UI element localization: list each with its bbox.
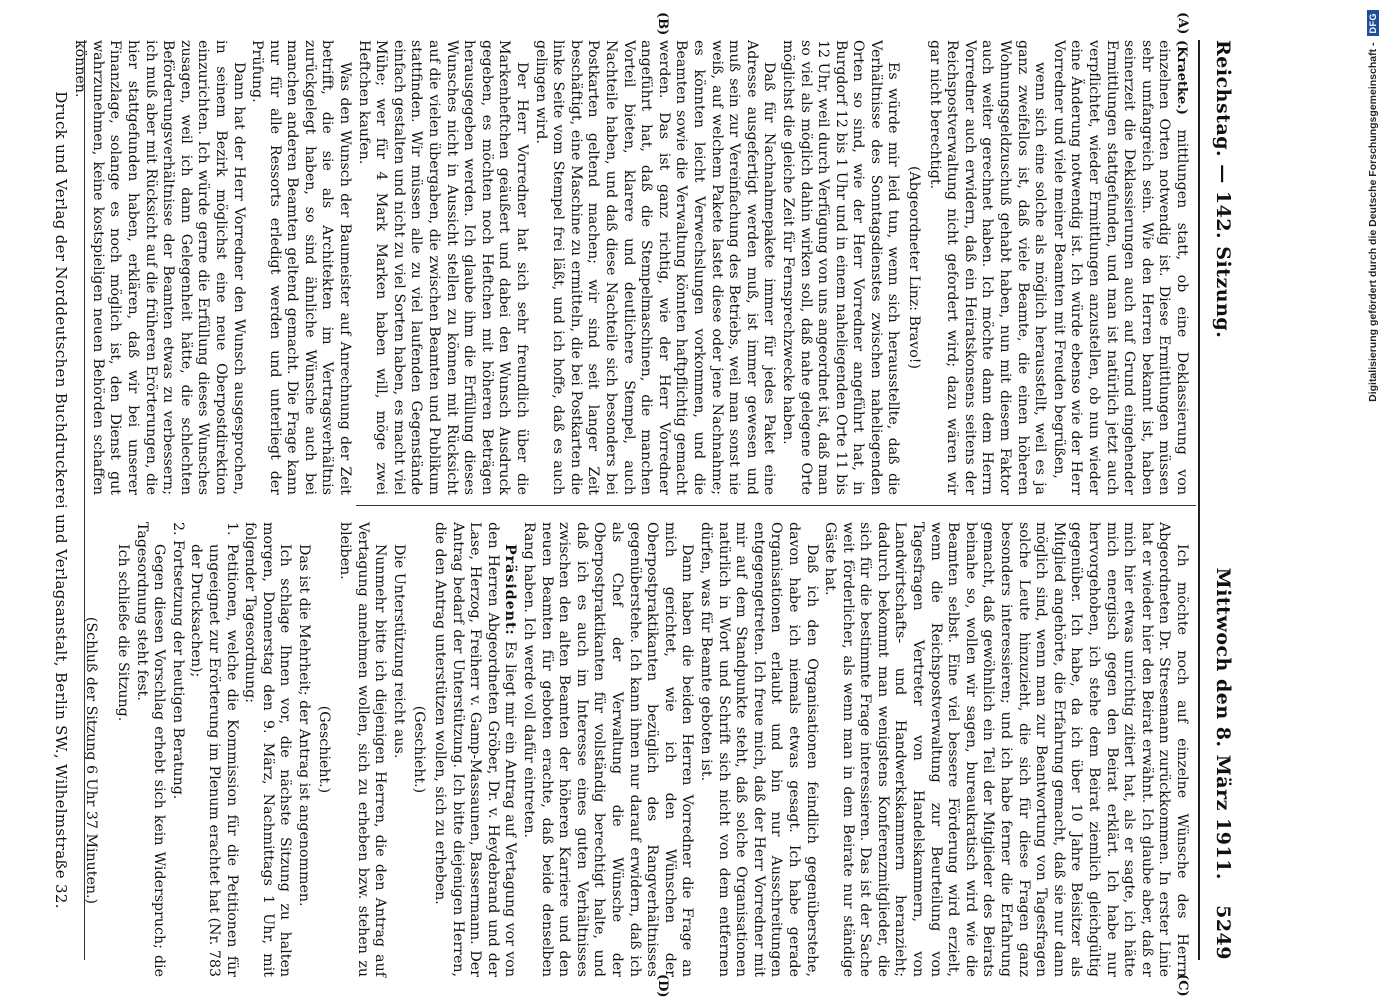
margin-mark-c: (C) (1175, 974, 1190, 997)
digitization-note (1365, 10, 1381, 1000)
paragraph: Nunmehr bitte ich diejenigen Herren, die den Antrag auf Vertagung annehmen wollen, sich zu erheben bzw. stehen zu bleiben. (337, 522, 389, 977)
page-header (1204, 40, 1234, 960)
left-column (70, 40, 1190, 495)
digitization-text: Digitalisierung gefördert durch die Deutsche Forschungsgemeinschaft - (1367, 42, 1379, 402)
president-statement: Es liegt mir ein Antrag auf Vertagung vor von den Herren Abgeordneten Gröber, Dr. v. Heydebrand und der Lase, Herzog, Freiherr v. Gamp-Massaunen, Bassermann. Der Antrag bedarf der Unterstützung. Ich bitte diejenigen Herren, die den Antrag unterstützen wollen, sich zu erheben. (432, 522, 519, 977)
header-left: Reichstag. — 142. Sitzung. (1212, 40, 1234, 339)
dfg-logo-icon: DFG (1367, 10, 1379, 37)
margin-mark-b: (B) (655, 12, 670, 36)
printer-imprint: Druck und Verlag der Norddeutschen Buchdruckerei und Verlagsanstalt, Berlin SW., Wilhelmstraße 32. (52, 91, 70, 909)
agenda-item: 2. Fortsetzung der heutigen Beratung. (169, 522, 186, 800)
paragraph: Das ist die Mehrheit; der Antrag ist angenommen. (295, 544, 312, 907)
speaker-label: Präsident: (502, 544, 519, 636)
paragraph: Der Herr Vorredner hat sich sehr freundlich über die Markenheftchen geäußert und dabei den Wunsch Ausdruck gegeben, es möchten noch Heftchen mit höheren Beträgen herausgegeben werden. Ich glaube ihm die Erfüllung dieses Wunsches nicht in Aussicht stellen zu können mit Rücksicht auf die vielen übergaben, die zwischen Beamten und Publikum stattfinden. Wir müssen alle zu viel laufenden Gegenstände einfach gestalten und nicht zu viel Sorten haben, es macht viel Mühe; wer für 4 Mark Marken haben will, möge zwei Heftchen kaufen. (355, 40, 531, 495)
paragraph: wenn sich eine solche als möglich herausstellt, weil es ja ganz zweifellos ist, daß viele Beamte, die einen höheren Wohnungsgeldzuschuß gehabt haben, nun mit diesem Faktor auch weiter gerechnet haben. Ich möchte dann dem Herrn Vorredner auch erwidern, daß ein Heiratskonsens seitens der Reichspostverwaltung nicht gefordert wird; dazu wären wir gar nicht berechtigt. (926, 40, 1049, 495)
paragraph: Was den Wunsch der Baumeister auf Anrechnung der Zeit betrifft, die sie als Architekten im Vertragsverhältnis zurückgelegt haben, so sind ähnliche Wünsche auch bei manchen anderen Beamten geltend gemacht. Die Frage kann nur für alle Ressorts erledigt werden und unterliegt der Prüfung. (249, 40, 354, 495)
stage-note: (Geschieht.) (316, 705, 333, 794)
column-divider (356, 505, 1196, 506)
session-close: (Schluß der Sitzung 6 Uhr 37 Minuten.) (83, 616, 100, 905)
page-number: 5249 (1212, 905, 1234, 960)
section-tag: (Kraetke.) (1174, 40, 1189, 115)
paragraph: mittlungen statt, ob eine Deklassierung von einzelnen Orten notwendig ist. Diese Ermittlungen müssen sehr umfangreich sein. Wie den Herren bekannt ist, haben seinerzeit die Deklassierungen auch auf Grund eingehender Ermittlungen stattgefunden, und man ist natürlich jetzt auch verpflichtet, wieder Ermittlungen anzustellen, ob nun wieder eine Änderung notwendig ist. Ich würde ebenso wie der Herr Vorredner und viele meiner Beamten mit Freuden begrüßen, (1050, 40, 1190, 495)
paragraph: Die Unterstützung reicht aus. (390, 544, 407, 759)
paragraph: Ich schlage Ihnen vor, die nächste Sitzung zu halten morgen, Donnerstag den 9. März, Nachmittags 1 Uhr, mit folgender Tagesordnung: (242, 522, 294, 977)
paragraph: Ich schließe die Sitzung. (114, 544, 131, 722)
header-rule (1198, 40, 1200, 960)
paragraph: Es würde mir leid tun, wenn sich herausstellte, daß die Verhältnisse des Sonntagsdienstes zwischen naheliegenden Orten so sind, wie der Herr Vorredner angeführt hat, in Burgdorf 12 bis 1 Uhr und in einem naheliegenden Orte 11 bis 12 Uhr, weil durch Verfügung von uns angeordnet ist, daß man so viel als möglich dahin wirken soll, daß nahe gelegene Orte möglichst die gleiche Zeit für Fernsprechzwecke haben. (779, 40, 902, 495)
paragraph: Daß für Nachnahmepakete immer für jedes Paket eine Adresse ausgefertigt werden muß, ist immer gewesen und muß sein zur Vereinfachung des Betriebs, weil man sonst nie weiß, auf welchem Pakete lastet diese oder jene Nachnahme; es könnten leicht Verwechslungen vorkommen, und die Beamten sowie die Verwaltung könnten haftpflichtig gemacht werden. Das ist ganz richtig, wie der Herr Vorredner angeführt hat, daß die Stempelmaschinen, die manchen Vorteil bieten, klarere und deutlichere Stempel, auch Nachteile haben, und daß diese Nachteile sich besonders bei Postkarten geltend machen; wir sind seit langer Zeit beschäftigt, eine Maschine zu ermitteln, die bei Postkarten die linke Seite vom Stempel frei läßt, und ich hoffe, daß es auch gelingen wird. (532, 40, 778, 495)
paragraph: Dann hat der Herr Vorredner den Wunsch ausgesprochen, in seinem Bezirk möglichst eine neue Oberpostdirektion einzurichten. Ich würde gerne die Erfüllung dieses Wunsches zusagen, weil ich dann Gelegenheit hätte, die schlechten Beförderungsverhältnisse der Beamten etwas zu verbessern; ich muß aber mit Rücksicht auf die früheren Erörterungen, die hier stattgefunden haben, erklären, daß wir bei unserer Finanzlage, solange es noch möglich ist, den Dienst gut wahrzunehmen, keine kostspieligen neuen Behörden schaffen können. (72, 40, 247, 495)
margin-mark-d: (D) (655, 974, 670, 998)
header-date: Mittwoch den 8. März 1911. (1212, 567, 1234, 880)
stage-note: (Geschieht.) (411, 705, 428, 794)
paragraph: Ich möchte noch auf einzelne Wünsche des Herrn Abgeordneten Dr. Stresemann zurückkommen. In erster Linie hat er wieder hier den Beirat erwähnt. Ich glaube aber, daß er mich hier etwas unrichtig zitiert hat, als er sagte, ich hätte mich energisch gegen den Beirat erklärt. Ich habe nur hervorgehoben, ich stehe dem Beirat ziemlich gleichgültig gegenüber. Ich habe, da ich über 10 Jahre Beisitzer als Mitglied angehörte, die Erfahrung gemacht, daß sie nur dann möglich sind, wenn man zur Beantwortung von Tagesfragen solche Leute hinzuzieht, die sich für diese Fragen ganz besonders interessieren; und ich habe ferner die Erfahrung gemacht, daß gewöhnlich ein Teil der Mitglieder des Beirats beinahe so, wollen wir sagen, bureaukratisch wird wie die Beamten selbst. Eine viel bessere Förderung wird erzielt, wenn die Reichspostverwaltung zur Beurteilung von Tagesfragen Vertreter von Handelskammern, von Landwirtschafts- und Handwerkskammern heranzieht; dadurch bekommt man wenigstens Konferenzmitglieder, die sich für die bestimmte Frage interessieren. Das ist der Sache weit förderlicher, als wenn man in dem Beirate nur ständige Gäste hat. (822, 522, 1190, 977)
paragraph: Daß ich den Organisationen feindlich gegenüberstehe, davon habe ich niemals etwas gesagt. Ich habe gerade Organisationen erlaubt und bin nur Ausschreitungen entgegengetreten. Ich freue mich, daß der Herr Vorredner mit mir auf dem Standpunkte steht, daß solche Organisationen natürlich in Wort und Schrift sich nicht von dem entfernen dürfen, was für Beamte geboten ist. (697, 522, 820, 977)
agenda-item: 1. Petitionen, welche die Kommission für die Petitionen für ungeeignet zur Erörterung im Plenum erachtet hat (Nr. 783 der Drucksachen); (188, 522, 240, 977)
interjection: (Abgeordneter Linz: Bravo!) (906, 166, 923, 369)
margin-mark-a: (A) (1175, 12, 1190, 35)
right-column (81, 522, 1190, 977)
footer-rule (84, 40, 85, 960)
paragraph: Dann haben die beiden Herren Vorredner die Frage an mich gerichtet, wie ich den Wünschen der Oberpostpraktikanten bezüglich des Rangverhältnisses gegenüberstehe. Ich kann ihnen nur darauf erwidern, daß ich als Chef der Verwaltung die Wünsche der Oberpostpraktikanten für vollständig berechtigt halte, und daß ich es auch im Interesse eines guten Verhältnisses zwischen den alten Beamten der höheren Karriere und den neuen Beamten für geboten erachte, daß beide denselben Rang haben. Ich werde voll dafür eintreten. (521, 522, 696, 977)
paragraph: Gegen diesen Vorschlag erhebt sich kein Widerspruch; die Tagesordnung steht fest. (133, 522, 168, 977)
